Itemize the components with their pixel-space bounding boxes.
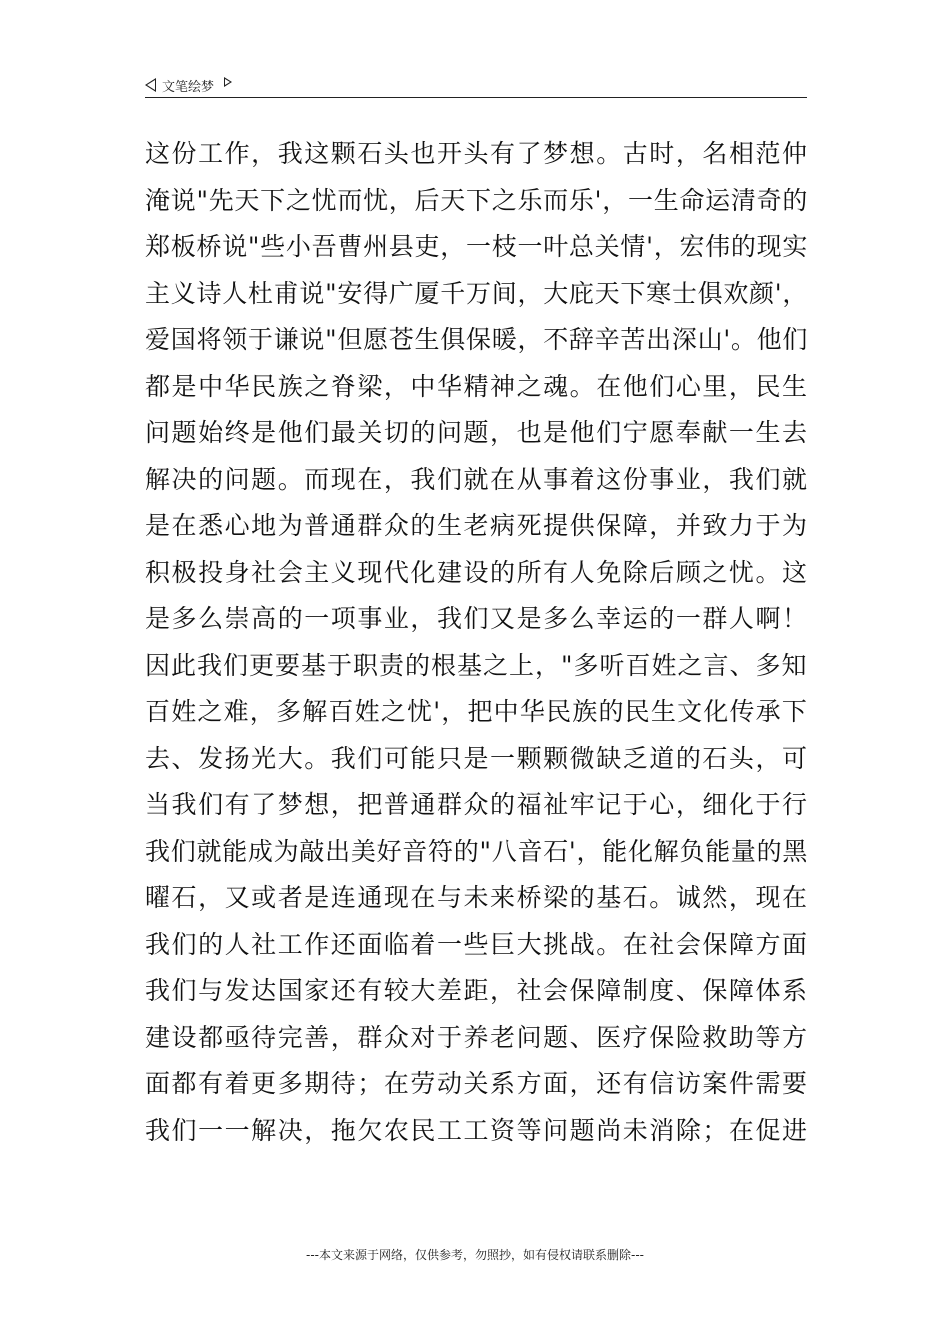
text-line: 建设都亟待完善，群众对于养老问题、医疗保险救助等方 <box>145 1022 809 1052</box>
text-line: 我们与发达国家还有较大差距，社会保障制度、保障体系 <box>145 976 809 1005</box>
document-body <box>145 131 807 1154</box>
text-line: 郑板桥说"些小吾曹州县吏，一枝一叶总关情'，宏伟的现实 <box>145 232 809 261</box>
text-line: 我们一一解决，拖欠农民工工资等问题尚未消除；在促进 <box>145 1115 809 1145</box>
triangle-left-icon <box>145 78 156 92</box>
text-line: 问题始终是他们最关切的问题，也是他们宁愿奉献一生去 <box>145 418 809 447</box>
text-line: 是多么崇高的一项事业，我们又是多么幸运的一群人啊！ <box>145 604 809 633</box>
text-line: 都是中华民族之脊梁，中华精神之魂。在他们心里，民生 <box>145 371 809 401</box>
triangle-right-icon <box>224 77 232 87</box>
text-line: 我们的人社工作还面临着一些巨大挑战。在社会保障方面 <box>145 929 809 959</box>
text-line: 是在悉心地为普通群众的生老病死提供保障，并致力于为 <box>145 511 809 540</box>
text-line: 解决的问题。而现在，我们就在从事着这份事业，我们就 <box>145 464 809 494</box>
text-line: 曜石，又或者是连通现在与未来桥梁的基石。诚然，现在 <box>145 883 809 912</box>
text-line: 这份工作，我这颗石头也开头有了梦想。古时，名相范仲 <box>145 139 809 168</box>
header-title: 文笔绘梦 <box>162 79 215 95</box>
text-line: 面都有着更多期待；在劳动关系方面，还有信访案件需要 <box>145 1069 809 1098</box>
text-line: 去、发扬光大。我们可能只是一颗颗微缺乏道的石头，可 <box>145 743 809 773</box>
text-line: 百姓之难，多解百姓之忧'，把中华民族的民生文化传承下 <box>145 697 809 726</box>
text-line: 当我们有了梦想，把普通群众的福祉牢记于心，细化于行 <box>145 790 809 819</box>
text-line: 因此我们更要基于职责的根基之上，"多听百姓之言、多知 <box>145 650 808 680</box>
text-line: 爱国将领于谦说"但愿苍生俱保暖，不辞辛苦出深山'。他们 <box>145 325 809 354</box>
header-divider <box>145 97 807 98</box>
text-line: 我们就能成为敲出美好音符的"八音石'，能化解负能量的黑 <box>145 836 809 866</box>
text-line: 主义诗人杜甫说"安得广厦千万间，大庇天下寒士俱欢颜'， <box>145 278 809 308</box>
footer-disclaimer: ---本文来源于网络，仅供参考，勿照抄，如有侵权请联系删除--- <box>306 1248 644 1262</box>
page-header <box>145 74 807 96</box>
text-line: 淹说"先天下之忧而忧，后天下之乐而乐'，一生命运清奇的 <box>145 185 809 215</box>
text-line: 积极投身社会主义现代化建设的所有人免除后顾之忧。这 <box>145 557 809 587</box>
